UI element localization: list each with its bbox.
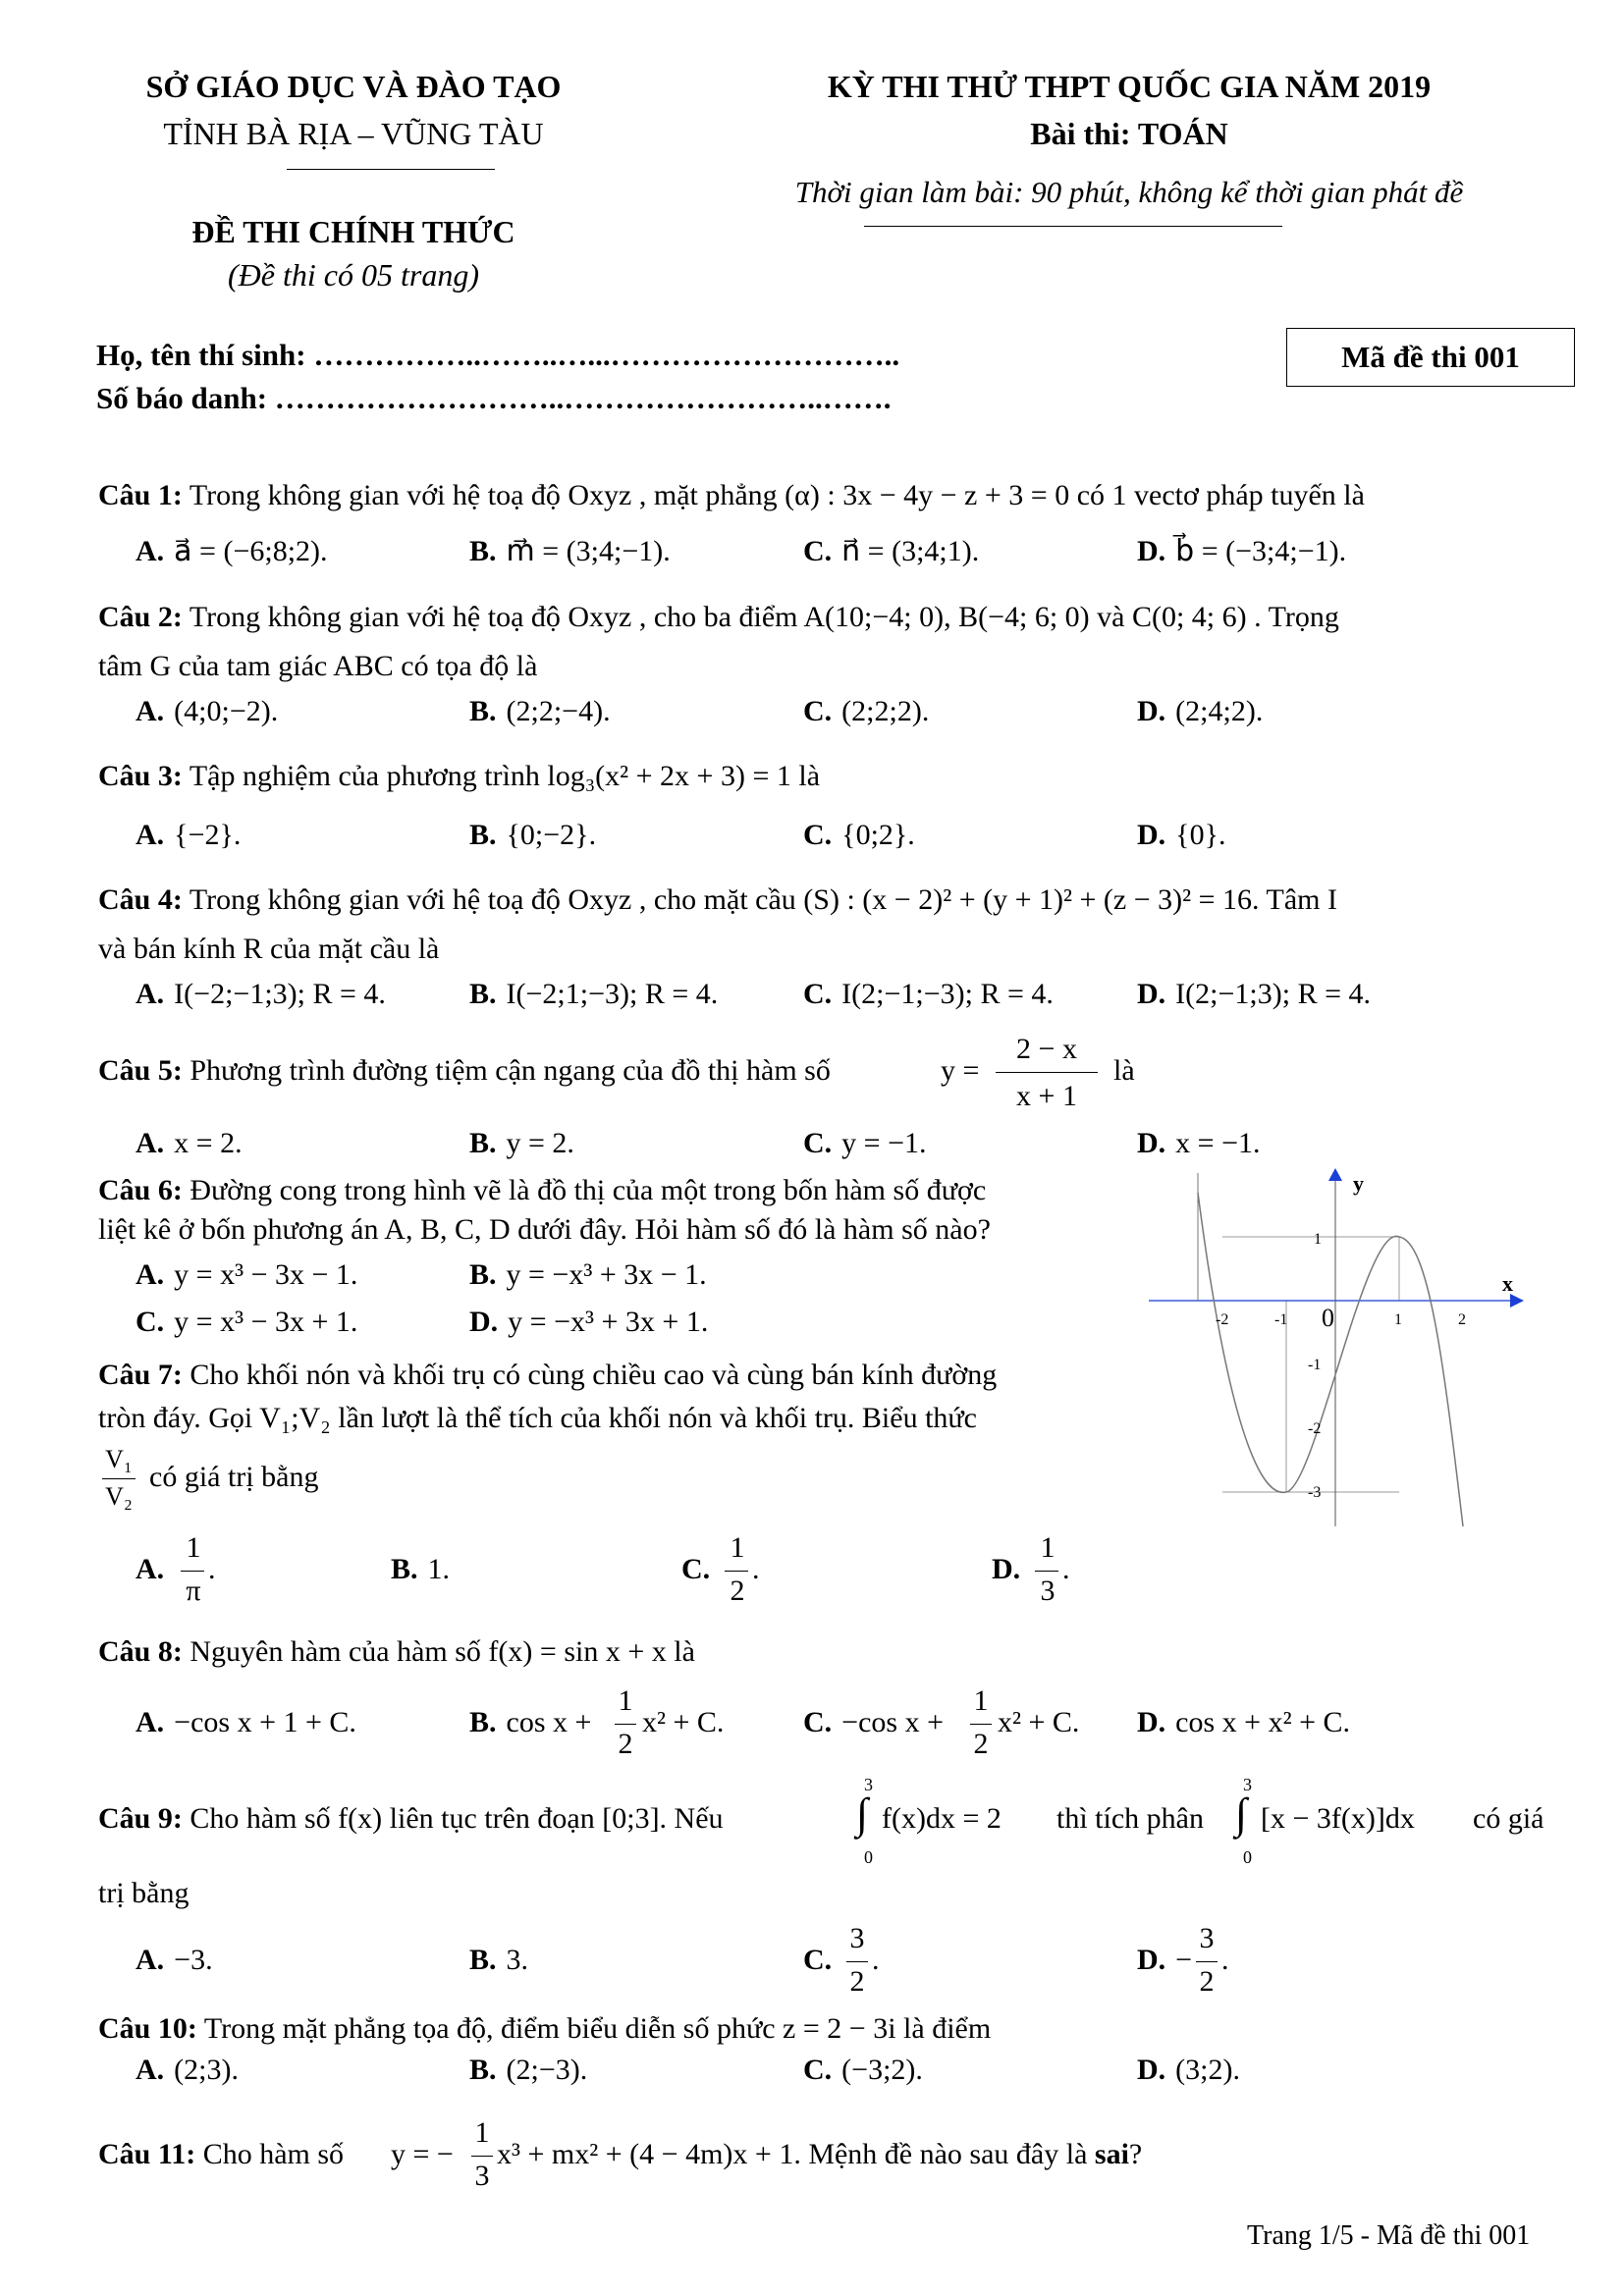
- y-tick-label: -1: [1308, 1357, 1322, 1373]
- question-label: Câu 4:: [98, 883, 183, 916]
- period: .: [1221, 1944, 1229, 1976]
- option-d[interactable]: [1137, 1706, 1350, 1739]
- option-text: {0;−2}.: [506, 819, 597, 851]
- fraction-numerator: V₁: [105, 1445, 133, 1473]
- option-text: (2;3).: [174, 2054, 239, 2086]
- integral-lower-limit: 0: [1243, 1847, 1252, 1867]
- question-4: [98, 883, 1337, 917]
- option-a[interactable]: [135, 1258, 357, 1292]
- option-text: −cos x + 1 + C.: [174, 1706, 356, 1738]
- candidate-name-label: Họ, tên thí sinh: ……………..……..…...………………………..: [96, 338, 900, 372]
- option-a[interactable]: [135, 1553, 174, 1586]
- fraction-bar: [970, 1724, 992, 1725]
- option-text: (2;4;2).: [1175, 695, 1264, 727]
- subject: Bài thi: TOÁN: [1030, 116, 1228, 151]
- option-key: B.: [469, 695, 497, 727]
- option-b[interactable]: [469, 695, 611, 728]
- fraction-denominator: x + 1: [1016, 1080, 1077, 1112]
- fraction-bar: [102, 1478, 135, 1479]
- option-a-numerator: 1: [186, 1531, 201, 1564]
- option-text: a⃗ = (−6;8;2).: [174, 535, 328, 567]
- option-d[interactable]: [469, 1306, 708, 1339]
- option-a[interactable]: [135, 534, 328, 568]
- option-d[interactable]: [1137, 819, 1225, 852]
- option-text: I(−2;−1;3); R = 4.: [174, 978, 386, 1010]
- fraction-denominator: 2: [849, 1965, 865, 1998]
- option-text: (−3;2).: [841, 2054, 923, 2086]
- question-7: [98, 1359, 997, 1392]
- option-text: −3.: [174, 1944, 213, 1976]
- option-key: A.: [135, 819, 165, 851]
- option-key: C.: [803, 535, 833, 567]
- option-key: C.: [803, 1944, 833, 1976]
- official-label: ĐỀ THI CHÍNH THỨC: [191, 214, 515, 249]
- pages-note: (Đề thi có 05 trang): [228, 257, 479, 293]
- page-footer: Trang 1/5 - Mã đề thi 001: [1247, 2220, 1531, 2251]
- option-d[interactable]: [1137, 978, 1371, 1011]
- option-a[interactable]: [135, 695, 278, 728]
- option-key: D.: [1137, 1127, 1166, 1159]
- x-axis-arrow-icon: [1510, 1294, 1524, 1308]
- question-label: Câu 5:: [98, 1054, 183, 1087]
- option-text: n⃗ = (3;4;1).: [841, 535, 980, 567]
- option-b[interactable]: [469, 1258, 707, 1292]
- option-text: {0}.: [1175, 819, 1226, 851]
- y-equals: y = −: [391, 2138, 454, 2170]
- fraction-denominator: 3: [474, 2160, 490, 2192]
- option-d[interactable]: [1137, 695, 1263, 728]
- option-post: x² + C.: [642, 1706, 725, 1738]
- option-a[interactable]: [135, 1944, 213, 1977]
- option-text: I(2;−1;−3); R = 4.: [841, 978, 1054, 1010]
- option-d[interactable]: [1137, 1127, 1261, 1160]
- option-key: B.: [469, 1944, 497, 1976]
- option-d[interactable]: [1137, 534, 1346, 568]
- question-label: Câu 8:: [98, 1635, 183, 1668]
- question-6: [98, 1174, 986, 1207]
- question-label: Câu 6:: [98, 1174, 183, 1206]
- x-tick-label: -2: [1216, 1311, 1229, 1328]
- option-key: D.: [1137, 695, 1166, 727]
- fraction-bar: [471, 2156, 493, 2157]
- option-text: (2;2;−4).: [506, 695, 611, 727]
- expression: x³ + mx² + (4 − 4m)x + 1. Mệnh đề nào sau đây là: [497, 2138, 1088, 2170]
- option-b[interactable]: [469, 534, 671, 568]
- time-note: Thời gian làm bài: 90 phút, không kể thời gian phát đề: [794, 175, 1464, 209]
- option-c[interactable]: [803, 819, 915, 852]
- option-key: A.: [135, 1553, 165, 1585]
- option-key: D.: [469, 1306, 499, 1338]
- question-text: Nguyên hàm của hàm số f(x) = sin x + x là: [189, 1635, 695, 1668]
- question-label: Câu 7:: [98, 1359, 183, 1391]
- option-d[interactable]: [1137, 1944, 1192, 1977]
- question-2: [98, 601, 1339, 634]
- option-d[interactable]: [992, 1553, 1030, 1586]
- option-text: y = −x³ + 3x + 1.: [508, 1306, 709, 1338]
- divider: [287, 169, 495, 170]
- integral-lower-limit: 0: [864, 1847, 873, 1867]
- divider: [864, 226, 1282, 227]
- fraction-numerator: 3: [849, 1922, 865, 1954]
- integral-sign: ∫: [856, 1789, 869, 1838]
- fraction-denominator: 2: [973, 1728, 989, 1760]
- option-b[interactable]: [469, 978, 718, 1011]
- option-c[interactable]: [681, 1553, 720, 1586]
- option-d-denominator: 3: [1040, 1575, 1056, 1607]
- question-label: Câu 3:: [98, 760, 183, 792]
- fraction-bar: [1196, 1961, 1218, 1962]
- exam-title: KỲ THI THỬ THPT QUỐC GIA NĂM 2019: [827, 69, 1432, 104]
- option-c-denominator: 2: [730, 1575, 745, 1607]
- option-key: D.: [1137, 978, 1166, 1010]
- question-text: Phương trình đường tiệm cận ngang của đồ thị hàm số: [189, 1054, 831, 1087]
- option-pre: −: [1175, 1944, 1193, 1976]
- fraction-bar: [996, 1072, 1098, 1073]
- option-text: {−2}.: [174, 819, 242, 851]
- option-text: 1.: [427, 1553, 451, 1585]
- fraction-numerator: 2 − x: [1016, 1033, 1077, 1065]
- function-graph: [1139, 1163, 1532, 1536]
- fraction-denominator: 2: [618, 1728, 633, 1760]
- option-key: C.: [803, 1127, 833, 1159]
- question-text: Cho khối nón và khối trụ có cùng chiều cao và cùng bán kính đường: [189, 1359, 998, 1391]
- option-key: D.: [992, 1553, 1021, 1585]
- period: .: [872, 1944, 880, 1976]
- question-text: Cho hàm số f(x) liên tục trên đoạn [0;3]. Nếu: [189, 1802, 724, 1835]
- option-key: B.: [469, 1258, 497, 1291]
- integral-upper-limit: 3: [1243, 1775, 1252, 1794]
- x-tick-label: 1: [1394, 1311, 1402, 1328]
- question-label: Câu 1:: [98, 479, 183, 511]
- question-label: Câu 11:: [98, 2138, 196, 2170]
- option-key: A.: [135, 535, 165, 567]
- option-pre: −cos x +: [841, 1706, 944, 1738]
- option-text: {0;2}.: [841, 819, 915, 851]
- fraction-bar: [1035, 1571, 1058, 1572]
- x-tick-label: 2: [1458, 1311, 1466, 1328]
- y-axis-label: y: [1353, 1171, 1364, 1196]
- integral-expression: f(x)dx = 2: [882, 1802, 1001, 1835]
- option-key: A.: [135, 695, 165, 727]
- question-label: Câu 2:: [98, 601, 183, 633]
- question-10: [98, 2012, 991, 2046]
- period: .: [1062, 1553, 1070, 1585]
- question-tail: là: [1113, 1054, 1135, 1087]
- option-key: B.: [469, 1706, 497, 1738]
- option-a[interactable]: [135, 978, 386, 1011]
- question-label: Câu 10:: [98, 2012, 197, 2045]
- option-text: m⃗ = (3;4;−1).: [506, 535, 671, 567]
- option-key: B.: [391, 1553, 418, 1585]
- fraction-bar: [846, 1961, 868, 1962]
- option-text: y = −x³ + 3x − 1.: [506, 1258, 707, 1291]
- option-key: A.: [135, 1944, 165, 1976]
- option-text: (2;2;2).: [841, 695, 930, 727]
- exam-code: Mã đề thi 001: [1341, 340, 1520, 374]
- option-c[interactable]: [803, 1944, 841, 1977]
- option-key: B.: [469, 978, 497, 1010]
- question-text: Trong không gian với hệ toạ độ Oxyz , cho mặt cầu (S) : (x − 2)² + (y + 1)² + (z − 3)² = 16. Tâm I: [189, 883, 1337, 916]
- option-text: y = −1.: [841, 1127, 927, 1159]
- question-text: Tập nghiệm của phương trình log₃(x² + 2x + 3) = 1 là: [189, 760, 821, 792]
- option-d-numerator: 1: [1040, 1531, 1056, 1564]
- fraction-numerator: 1: [618, 1684, 633, 1717]
- option-a[interactable]: [135, 1706, 356, 1739]
- x-axis-label: x: [1502, 1271, 1513, 1296]
- question-1: [98, 479, 1365, 512]
- period: .: [208, 1553, 216, 1585]
- option-b[interactable]: [469, 819, 596, 852]
- cubic-curve: [1198, 1193, 1463, 1526]
- option-key: B.: [469, 535, 497, 567]
- y-tick-label: 1: [1314, 1231, 1322, 1248]
- option-key: D.: [1137, 1706, 1166, 1738]
- option-key: D.: [1137, 819, 1166, 851]
- question-text-line2: trị bằng: [98, 1877, 189, 1909]
- option-b[interactable]: [469, 1706, 591, 1739]
- option-key: A.: [135, 1127, 165, 1159]
- y-tick-label: -2: [1308, 1420, 1322, 1437]
- option-b[interactable]: [391, 1553, 450, 1586]
- fraction-numerator: 3: [1199, 1922, 1215, 1954]
- question-text: Trong không gian với hệ toạ độ Oxyz , mặt phẳng (α) : 3x − 4y − z + 3 = 0 có 1 vectơ pháp tuyến là: [189, 479, 1365, 511]
- period: .: [752, 1553, 760, 1585]
- question-mid-text: thì tích phân: [1056, 1802, 1204, 1835]
- option-key: B.: [469, 2054, 497, 2086]
- province-name: TỈNH BÀ RỊA – VŨNG TÀU: [163, 116, 544, 151]
- option-a-denominator: π: [186, 1575, 201, 1607]
- question-text-after: [497, 2138, 1142, 2171]
- option-c[interactable]: [803, 2054, 923, 2087]
- option-key: D.: [1137, 1944, 1166, 1976]
- option-c[interactable]: [135, 1306, 357, 1339]
- question-text: Đường cong trong hình vẽ là đồ thị của một trong bốn hàm số được: [189, 1174, 987, 1206]
- fraction-numerator: 1: [474, 2116, 490, 2149]
- question-8: [98, 1635, 695, 1669]
- exam-code-box: [1286, 328, 1575, 387]
- option-text: (3;2).: [1175, 2054, 1240, 2086]
- option-text: x = 2.: [174, 1127, 243, 1159]
- question-text-line2: liệt kê ở bốn phương án A, B, C, D dưới đây. Hỏi hàm số đó là hàm số nào?: [98, 1213, 991, 1246]
- option-key: C.: [135, 1306, 165, 1338]
- option-text: (2;−3).: [506, 2054, 588, 2086]
- y-axis-arrow-icon: [1328, 1168, 1342, 1181]
- option-key: A.: [135, 2054, 165, 2086]
- option-key: A.: [135, 1258, 165, 1291]
- option-key: C.: [803, 1706, 833, 1738]
- option-text: I(−2;1;−3); R = 4.: [506, 978, 719, 1010]
- option-a[interactable]: [135, 1127, 243, 1160]
- question-11: [98, 2138, 344, 2171]
- option-text: y = 2.: [506, 1127, 574, 1159]
- option-pre: cos x +: [506, 1706, 592, 1738]
- option-d[interactable]: [1137, 2054, 1240, 2087]
- option-key: C.: [803, 2054, 833, 2086]
- question-5: [98, 1054, 831, 1088]
- option-post: x² + C.: [998, 1706, 1080, 1738]
- question-text-line2: tròn đáy. Gọi V₁;V₂ lần lượt là thể tích của khối nón và khối trụ. Biểu thức: [98, 1402, 977, 1434]
- fraction-denominator: V₂: [105, 1482, 133, 1511]
- option-text: y = x³ − 3x − 1.: [174, 1258, 358, 1291]
- option-text: x = −1.: [1175, 1127, 1261, 1159]
- integral-sign: ∫: [1235, 1789, 1248, 1838]
- y-tick-label: -3: [1308, 1484, 1322, 1501]
- fraction-denominator: 2: [1199, 1965, 1215, 1998]
- emphasis: sai: [1094, 2138, 1129, 2170]
- option-key: D.: [1137, 535, 1166, 567]
- option-key: C.: [803, 695, 833, 727]
- option-text: I(2;−1;3); R = 4.: [1175, 978, 1371, 1010]
- option-b[interactable]: [469, 2054, 587, 2087]
- option-key: D.: [1137, 2054, 1166, 2086]
- option-key: A.: [135, 978, 165, 1010]
- option-key: B.: [469, 1127, 497, 1159]
- option-b[interactable]: [469, 1127, 574, 1160]
- question-text: Trong mặt phẳng tọa độ, điểm biểu diễn số phức z = 2 − 3i là điểm: [203, 2012, 992, 2045]
- option-key: C.: [681, 1553, 711, 1585]
- department-name: SỞ GIÁO DỤC VÀ ĐÀO TẠO: [145, 69, 562, 104]
- question-mark: ?: [1128, 2138, 1143, 2170]
- option-text: b⃗ = (−3;4;−1).: [1175, 535, 1347, 567]
- question-9: [98, 1802, 724, 1836]
- fraction-bar: [181, 1571, 204, 1572]
- option-key: C.: [803, 978, 833, 1010]
- question-text-line2: tâm G của tam giác ABC có tọa độ là: [98, 650, 538, 682]
- option-b[interactable]: [469, 1944, 528, 1977]
- option-key: A.: [135, 1706, 165, 1738]
- origin-label: 0: [1322, 1304, 1334, 1332]
- option-c-numerator: 1: [730, 1531, 745, 1564]
- option-c[interactable]: [803, 978, 1054, 1011]
- option-c[interactable]: [803, 1127, 927, 1160]
- question-tail: có giá: [1473, 1802, 1544, 1835]
- option-text: y = x³ − 3x + 1.: [174, 1306, 358, 1338]
- option-a[interactable]: [135, 819, 241, 852]
- x-tick-label: -1: [1274, 1311, 1288, 1328]
- integral-upper-limit: 3: [864, 1775, 873, 1794]
- candidate-id-label: Số báo danh: ………………………..……………………..…….: [96, 381, 892, 415]
- fraction-bar: [615, 1724, 636, 1725]
- option-a[interactable]: [135, 2054, 239, 2087]
- question-text-line2: và bán kính R của mặt cầu là: [98, 933, 440, 965]
- question-text: Cho hàm số: [202, 2138, 345, 2170]
- option-c[interactable]: [803, 695, 929, 728]
- option-c[interactable]: [803, 534, 979, 568]
- y-equals: y =: [941, 1054, 980, 1087]
- option-key: C.: [803, 819, 833, 851]
- question-tail: có giá trị bằng: [149, 1461, 319, 1493]
- option-text: (4;0;−2).: [174, 695, 279, 727]
- option-key: B.: [469, 819, 497, 851]
- question-label: Câu 9:: [98, 1802, 183, 1835]
- question-text: Trong không gian với hệ toạ độ Oxyz , cho ba điểm A(10;−4; 0), B(−4; 6; 0) và C(0; 4; 6) . Trọng: [189, 601, 1339, 633]
- option-c[interactable]: [803, 1706, 944, 1739]
- question-3: [98, 760, 820, 793]
- integral-expression: [x − 3f(x)]dx: [1261, 1802, 1415, 1835]
- fraction-bar: [725, 1571, 748, 1572]
- option-text: cos x + x² + C.: [1175, 1706, 1351, 1738]
- fraction-numerator: 1: [973, 1684, 989, 1717]
- option-text: 3.: [506, 1944, 529, 1976]
